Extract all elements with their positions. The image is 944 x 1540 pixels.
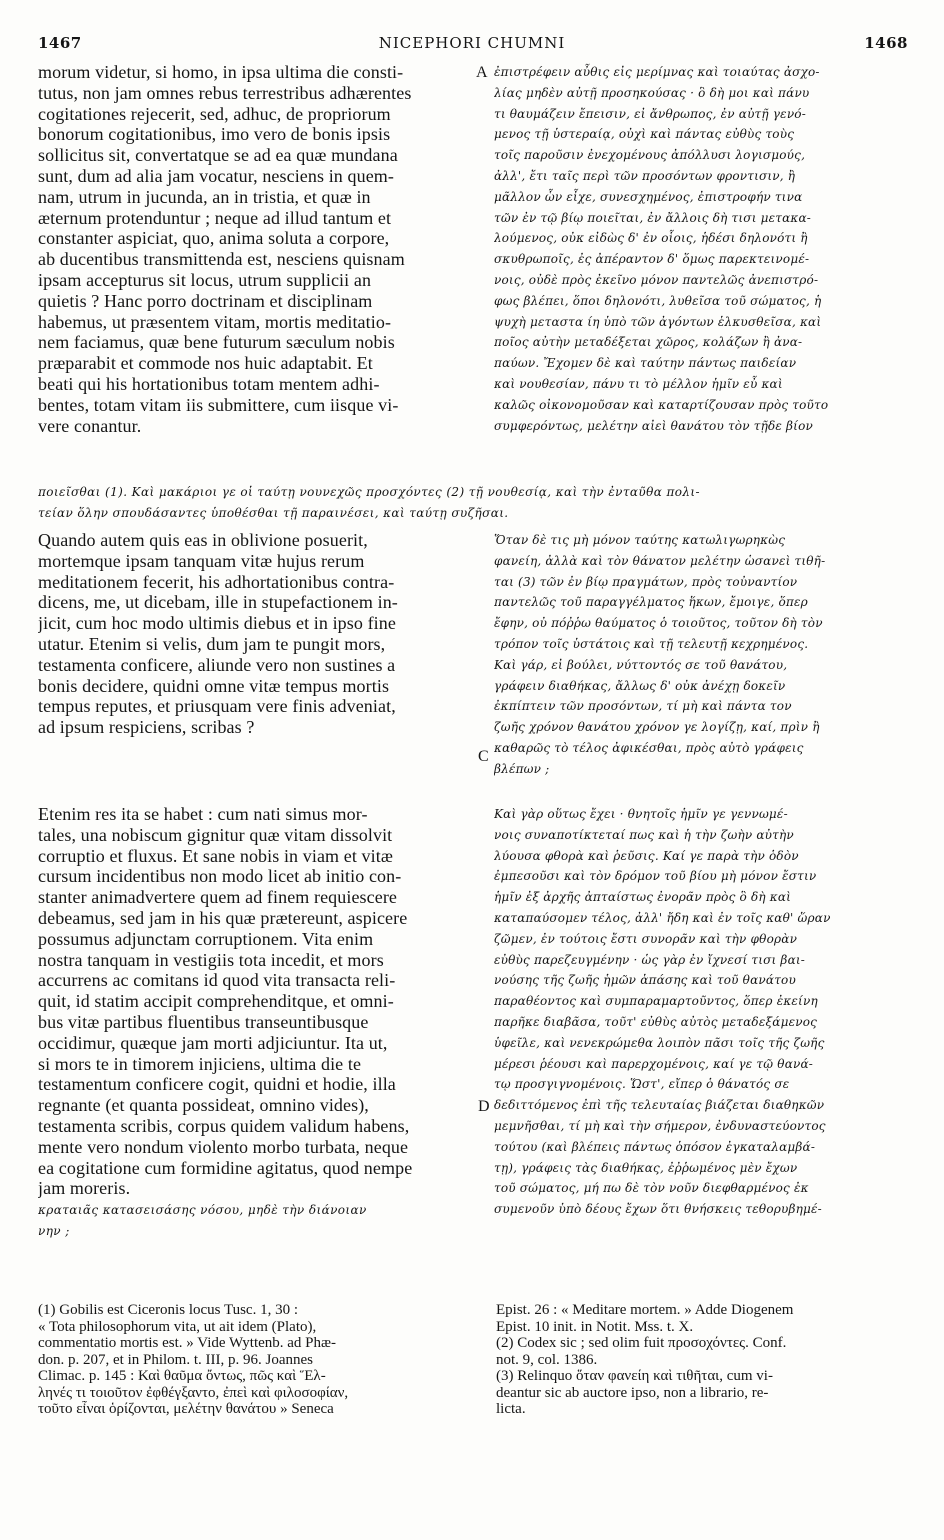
text-line: τοῦ σώματος, μή πω δὲ τὸν νοῦν διεφθαρμένος ἐκ: [494, 1181, 809, 1196]
text-line: mente vero nondum violento morbo turbata, neque: [38, 1136, 409, 1157]
text-line: debeamus, sed jam in his quæ prætereunt, aspicere: [38, 907, 408, 928]
text-line: (1) Gobilis est Ciceronis locus Tusc. 1, 30 :: [38, 1302, 299, 1318]
text-line: not. 9, col. 1386.: [496, 1351, 598, 1368]
text-line: corruptio et fluxus. Et sane nobis in viam et vitæ: [38, 845, 393, 866]
text-line: don. p. 207, et in Philom. t. III, p. 96. Joannes: [38, 1351, 313, 1368]
text-line: (3) Relinquo ὅταν φανείη καὶ τιθῆται, cum vi-: [496, 1368, 773, 1384]
text-line: Etenim res ita se habet : cum nati simus mor-: [38, 804, 368, 824]
text-line: tales, una nobiscum gignitur quæ vitam dissolvit: [38, 824, 393, 845]
text-line: mortemque ipsam tanquam vitæ hujus rerum: [38, 550, 365, 571]
text-line: Quando autem quis eas in oblivione posuerit,: [38, 530, 368, 550]
text-line: beati qui his hortationibus totam mentem adhi-: [38, 373, 380, 394]
text-line: λούμενος, οὐκ εἰδὼς δ' ἐν οἷοις, ἡδέσι δηλονότι ἢ: [494, 231, 808, 246]
text-line: dicens, me, ut dicebam, ille in stupefactionem in-: [38, 592, 398, 613]
text-line: εὐθὺς παρεζευγμένην · ὡς γὰρ ἐν ἴχνεσί τισι βαι-: [494, 952, 806, 967]
text-line: ἐπιστρέφειν αὖθις εἰς μερίμνας καὶ τοιαύτας ἀσχο-: [494, 65, 820, 79]
text-line: τούτου (καὶ βλέπεις πάντως ὁπόσον ἐγκαταλαμβά-: [494, 1139, 816, 1154]
text-line: φανείη, ἀλλὰ καὶ τὸν θάνατον μελέτην ὡσανεὶ τιθῆ-: [494, 553, 826, 568]
text-line: æternum protenduntur ; neque ad illud tantum et: [38, 207, 392, 228]
text-line: δεδιττόμενος ἐπὶ τῆς τελευταίας βιάζεται διαθηκῶν: [494, 1098, 825, 1113]
text-line: τρόπον τοῖς ὑστάτοις καὶ τῇ τελευτῇ κεχρημένος.: [494, 636, 809, 651]
text-line: testamenta conficere, aliunde vero non sustines a: [38, 654, 396, 675]
text-line: regnante (et quanta possideat, omnino vides),: [38, 1095, 369, 1116]
text-line: quit, id statim accipit comprehenditque, et omni-: [38, 991, 394, 1012]
text-line: κραταιᾶς κατασεισάσης νόσου, μηδὲ τὴν διάνοιαν: [38, 1203, 367, 1217]
text-line: sollicitus sit, convertatque se ad ea quæ mundana: [38, 145, 398, 166]
latin-column-top: [38, 62, 472, 436]
greek-fullwidth-passage-2: [38, 1200, 478, 1242]
text-line: possumus adjunctam corruptionem. Vita enim: [38, 928, 374, 949]
text-line: μενος τῇ ὑστεραίᾳ, οὐχὶ καὶ πάντας εὐθὺς τοὺς: [494, 127, 795, 142]
footnotes-right: [496, 1302, 916, 1418]
text-line: καλῶς οἰκονομοῦσαν καὶ καταρτίζουσαν πρὸς τοῦτο: [494, 397, 829, 412]
text-line: συμφερόντως, μελέτην αἰεὶ θανάτου τὸν τῇδε βίον: [494, 418, 814, 433]
margin-marker-a: A: [476, 64, 488, 81]
text-line: τοῖς παροῦσιν ἐνεχομένους ἀπόλλυσι λογισμούς,: [494, 148, 806, 163]
text-line: sunt, dum ad alia jam vocatur, nesciens in quem-: [38, 165, 394, 186]
right-column-number: 1468: [864, 34, 908, 52]
greek-column-lower: [494, 804, 914, 1220]
text-line: μεμνῆσθαι, τί μὴ καὶ τὴν σήμερον, ἐνδυναστεύοντος: [494, 1118, 826, 1133]
text-line: occidimur, quæque jam morti adjiciuntur. Ita ut,: [38, 1032, 388, 1053]
text-line: nem faciamus, quæ bene futurum sæculum nobis: [38, 332, 395, 353]
text-line: ποιεῖσθαι (1). Καὶ μακάριοι γε οἱ ταύτῃ νουνεχῶς προσχόντες (2) τῇ νουθεσίᾳ, καὶ τὴν ἐνταῦθα πολι-: [38, 485, 700, 499]
text-line: constanter aspiciat, quo, anima soluta a corpore,: [38, 228, 390, 249]
text-line: vere conantur.: [38, 415, 142, 436]
text-line: testamenta scribis, corpus quidem validum habens,: [38, 1115, 410, 1136]
text-line: ποῖος αὐτὴν μεταδέξεται χῶρος, κολάζων ἢ ἀνα-: [494, 335, 803, 350]
text-line: τῃ), γράφεις τὰς διαθήκας, ἐῤῥωμένος μὲν ἔχων: [494, 1160, 798, 1175]
text-line: quietis ? Hanc porro doctrinam et disciplinam: [38, 290, 373, 311]
text-line: bus vitæ partibus fluentibus transeuntibusque: [38, 1011, 369, 1032]
text-line: ται (3) τῶν ἐν βίῳ πραγμάτων, πρὸς τοὐναντίον: [494, 574, 798, 589]
text-line: καθαρῶς τὸ τέλος ἀφικέσθαι, πρὸς αὐτὸ γράφεις: [494, 740, 804, 755]
text-line: (2) Codex sic ; sed olim fuit προσοχόντες. Conf.: [496, 1335, 787, 1351]
greek-fullwidth-passage-1: [38, 482, 914, 524]
latin-column-middle: [38, 530, 472, 738]
text-line: τῶν ἐν τῷ βίῳ ποιεῖται, ἐν ἄλλοις δὴ τισι μετακα-: [494, 210, 812, 225]
text-line: ἀλλ', ἔτι ταῖς περὶ τῶν προσόντων φροντισιν, ἢ: [494, 168, 796, 183]
text-line: tempus reputes, et priusquam vere finis adveniat,: [38, 696, 396, 717]
margin-marker-d: D: [478, 1098, 490, 1115]
text-line: μᾶλλον ὧν εἶχε, συνεσχημένος, ἐπιστροφήν τινα: [494, 189, 803, 204]
text-line: παντελῶς τοῦ παραγγέλματος ἥκων, ἔμοιγε, ὅπερ: [494, 595, 808, 610]
text-line: ἐκπίπτειν τῶν προσόντων, τί μὴ καὶ πάντα τον: [494, 699, 792, 714]
text-line: καὶ νουθεσίαν, πάνυ τι τὸ μέλλον ἡμῖν εὖ καὶ: [494, 376, 783, 391]
text-line: Καὶ γάρ, εἰ βούλει, νύττοντός σε τοῦ θανάτου,: [494, 657, 788, 672]
text-line: nam, utrum in jucunda, an in tristia, et quæ in: [38, 186, 371, 207]
text-line: ad ipsum respiciens, scribas ?: [38, 717, 255, 738]
footnotes-left: [38, 1302, 474, 1418]
text-line: Epist. 10 init. in Notit. Mss. t. X.: [496, 1318, 694, 1335]
text-line: τοῦτο εἶναι ὁρίζονται, μελέτην θανάτου » Seneca: [38, 1401, 334, 1417]
text-line: bentes, totam vitam iis submittere, cum iisque vi-: [38, 394, 399, 415]
text-line: ea cogitatione cum formidine agitatus, quod nempe: [38, 1157, 413, 1178]
text-line: μέρεσι ῥέουσι καὶ παρερχομένοις, καί γε τῷ θανά-: [494, 1056, 814, 1071]
text-line: accurrens ac comitans id quod vita transacta reli-: [38, 970, 396, 991]
text-line: meditationem fecerit, his adhortationibus contra-: [38, 571, 395, 592]
text-line: νούσης τῆς ζωῆς ἡμῶν ἁπάσης καὶ τοῦ θανάτου: [494, 973, 796, 988]
text-line: Ὅταν δὲ τις μὴ μόνον ταύτης κατωλιγωρηκὼς: [494, 533, 786, 547]
text-line: φως βλέπει, ὅποι δηλονότι, λυθεῖσα τοῦ σώματος, ἡ: [494, 293, 822, 308]
text-line: stanter animadvertere quem ad finem requiescere: [38, 887, 398, 908]
text-line: testamentum conficere cogit, quidni et hodie, illa: [38, 1074, 396, 1095]
text-line: σκυθρωποῖς, ἐς ἀπέραντον δ' ὅμως παρεκτεινομέ-: [494, 252, 810, 267]
text-line: « Tota philosophorum vita, ut ait idem (Plato),: [38, 1318, 317, 1335]
text-line: bonorum cogitationibus, imo vero de bonis ipsis: [38, 124, 391, 145]
text-line: ipsam accepturus sit locus, utrum supplicii an: [38, 269, 372, 290]
text-line: συμενοῦν ὑπὸ δέους ἔχων ὅτι θνήσκεις τεθορυβημέ-: [494, 1202, 822, 1217]
text-line: ἐμπεσοῦσι καὶ τὸν δρόμον τοῦ βίου μὴ μόνον ἔστιν: [494, 869, 817, 884]
text-line: νην ;: [38, 1223, 70, 1238]
greek-column-top: [494, 62, 914, 436]
text-line: ζωῆς χρόνον θανάτου χρόνον γε λογίζῃ, καί, πρὶν ἢ: [494, 720, 820, 735]
text-line: τῳ προσγιγνομένοις. Ὥστ', εἴπερ ὁ θάνατός σε: [494, 1077, 790, 1092]
text-line: jicit, cum hoc modo ultimis diebus et in ipso fine: [38, 613, 396, 634]
text-line: καταπαύσομεν τέλος, ἀλλ' ἤδη καὶ ἐν τοῖς καθ' ὥραν: [494, 910, 831, 925]
text-line: commentatio mortis est. » Vide Wyttenb. ad Phæ-: [38, 1335, 337, 1351]
text-line: ζῶμεν, ἐν τούτοις ἔστι συνορᾶν καὶ τὴν φθορὰν: [494, 931, 798, 946]
text-line: bonis decidere, quidni omne vitæ tempus mortis: [38, 675, 390, 696]
left-column-number: 1467: [38, 34, 82, 52]
text-line: jam moreris.: [38, 1178, 131, 1199]
text-line: Epist. 26 : « Meditare mortem. » Adde Diogenem: [496, 1302, 794, 1318]
margin-marker-c: C: [478, 748, 489, 765]
text-line: licta.: [496, 1401, 526, 1417]
text-line: ληνές τι τοιοῦτον ἐφθέγξαντο, ἐπεὶ καὶ φιλοσοφίαν,: [38, 1384, 349, 1401]
text-line: Climac. p. 145 : Καὶ θαῦμα ὄντως, πῶς καὶ Ἕλ-: [38, 1368, 326, 1384]
text-line: ψυχὴ μεταστα ίη ὑπὸ τῶν ἀγόντων ἑλκυσθεῖσα, καὶ: [494, 314, 822, 329]
text-line: νοις, οὐδὲ πρὸς ἐκεῖνο μόνον παντελῶς ἀνεπιστρό-: [494, 272, 819, 287]
text-line: habemus, ut præsentem vitam, mortis meditatio-: [38, 311, 392, 332]
text-line: λύουσα φθορὰ καὶ ῥεῦσις. Καί γε παρὰ τὴν ὁδὸν: [494, 848, 799, 863]
text-line: tutus, non jam omnes rebus terrestribus adhærentes: [38, 82, 412, 103]
text-line: ἔφην, οὐ πόῤῥω θαύματος ὁ τοιοῦτος, τοῦτον δὴ τὸν: [494, 616, 823, 631]
text-line: si mors te in timorem injiciens, ultima die te: [38, 1053, 362, 1074]
text-line: utatur. Etenim si velis, dum jam te pungit mors,: [38, 633, 386, 654]
text-line: præparabit et commode nos huic adaptabit. Et: [38, 353, 373, 374]
running-title: NICEPHORI CHUMNI: [378, 34, 566, 52]
text-line: τείαν ὅλην σπουδάσαντες ὑποθέσθαι τῇ παραινέσει, καὶ ταύτῃ συζῆσαι.: [38, 505, 509, 520]
text-line: παρῆκε διαβᾶσα, τοῦτ' εὐθὺς αὐτὸς μεταδεξάμενος: [494, 1014, 818, 1029]
text-line: γράφειν διαθήκας, ἄλλως δ' οὐκ ἀνέχῃ δοκεῖν: [494, 678, 786, 693]
text-line: nostra tanquam in vestigiis tota incedit, et mors: [38, 949, 384, 970]
greek-column-middle: [494, 530, 914, 780]
text-line: cursum incidentibus non modo licet ab initio con-: [38, 866, 402, 887]
text-line: ab ducentibus transmittenda est, nesciens quisnam: [38, 249, 405, 270]
text-line: deantur sic ab auctore ipso, non a librario, re-: [496, 1384, 769, 1401]
text-line: morum videtur, si homo, in ipsa ultima die consti-: [38, 62, 404, 82]
latin-column-lower: [38, 804, 472, 1199]
text-line: νοις συναποτίκτεταί πως καὶ ἡ τὴν ζωὴν αὐτὴν: [494, 827, 794, 842]
text-line: Καὶ γὰρ οὕτως ἔχει · θνητοῖς ἡμῖν γε γεννωμέ-: [494, 807, 788, 821]
text-line: ἡμῖν ἐξ ἀρχῆς ἀπταίστως ἐνορᾶν πρὸς ὃ δὴ καὶ: [494, 890, 792, 905]
text-line: παύων. Ἔχομεν δὲ καὶ ταύτην πάντως παιδείαν: [494, 356, 797, 371]
text-line: cogitationes rejecerit, sed, adhuc, de propriorum: [38, 103, 391, 124]
text-line: λίας μηδὲν αὐτῇ προσηκούσας · ὃ δὴ μοι καὶ πάνυ: [494, 85, 810, 100]
text-line: βλέπων ;: [494, 761, 550, 776]
text-line: ὑφεῖλε, καὶ νενεκρώμεθα λοιπὸν πᾶσι τοῖς τῆς ζωῆς: [494, 1035, 825, 1050]
text-line: τι θαυμάζειν ἔπεισιν, εἰ ἄνθρωπος, ἐν αὐτῇ γενό-: [494, 106, 806, 121]
text-line: παραθέοντος καὶ συμπαραμαρτοῦντος, ὅπερ ἐκείνη: [494, 994, 818, 1009]
